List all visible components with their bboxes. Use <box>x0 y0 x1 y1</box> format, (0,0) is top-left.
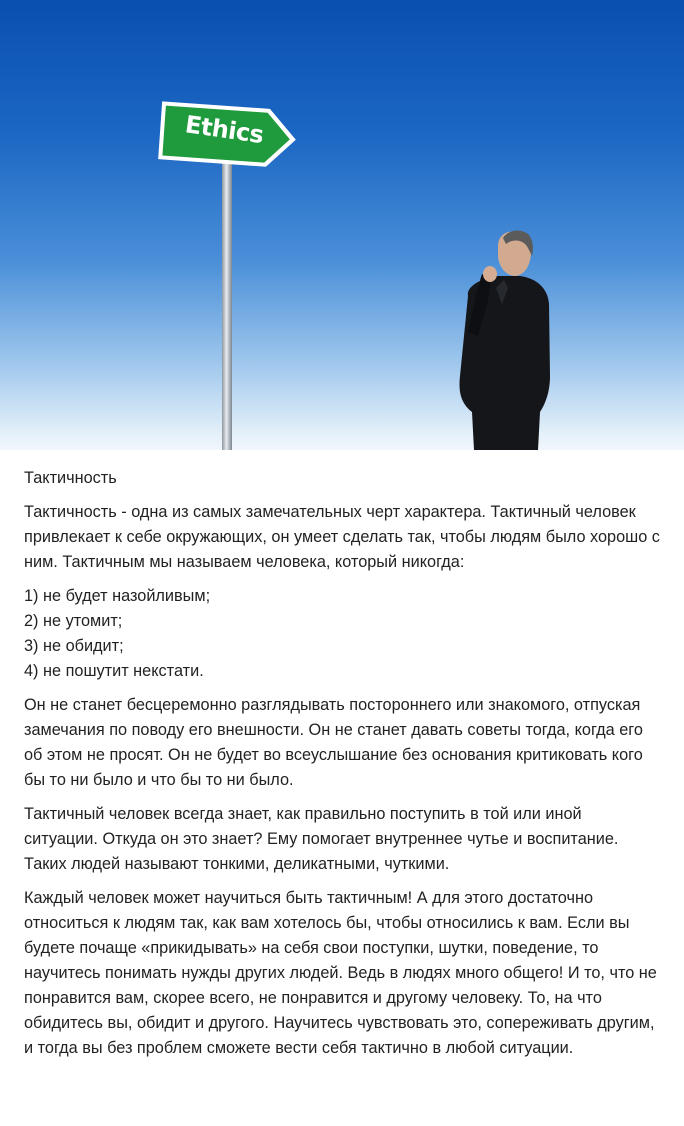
intro-paragraph: Тактичность - одна из самых замечательных черт характера. Тактичный человек привлекает к себе окружающих, он умеет сделать так, чтобы людям было хорошо с ним. Тактичным мы называем человека, который никогда: <box>24 503 660 571</box>
ethics-sign <box>154 97 302 173</box>
sign-pole <box>222 158 232 450</box>
sign-label: Ethics <box>183 110 266 150</box>
list-item: 2) не утомит; <box>24 612 123 630</box>
body-paragraph: Каждый человек может научиться быть тактичным! А для этого достаточно относиться к людям так, как вам хотелось бы, чтобы относились к вам. Если вы будете почаще «прикидывать» на себя свои поступки, шутки, поведение, то научитесь понимать нужды других людей. Ведь в людях много общего! И то, что не понравится вам, скорее всего, не понравится и другому человеку. То, на что обидитесь вы, обидит и другого. Научитесь чувствовать это, сопереживать другим, и тогда вы без проблем сможете вести себя тактично в любой ситуации. <box>24 889 657 1057</box>
list-item: 1) не будет назойливым; <box>24 587 211 605</box>
article <box>0 450 684 1061</box>
trait-list <box>24 584 660 684</box>
businessman-figure <box>448 226 560 450</box>
list-item: 4) не пошутит некстати. <box>24 662 204 680</box>
list-item: 3) не обидит; <box>24 637 124 655</box>
article-title: Тактичность <box>24 469 117 487</box>
hero-image <box>0 0 684 450</box>
body-paragraph: Он не станет бесцеремонно разглядывать постороннего или знакомого, отпуская замечания по поводу его внешности. Он не станет давать советы тогда, когда его об этом не просят. Он не будет во всеуслышание без основания критиковать кого бы то ни было и что бы то ни было. <box>24 696 643 789</box>
body-paragraph: Тактичный человек всегда знает, как правильно поступить в той или иной ситуации. Откуда он это знает? Ему помогает внутреннее чутье и воспитание. Таких людей называют тонкими, деликатными, чуткими. <box>24 805 619 873</box>
